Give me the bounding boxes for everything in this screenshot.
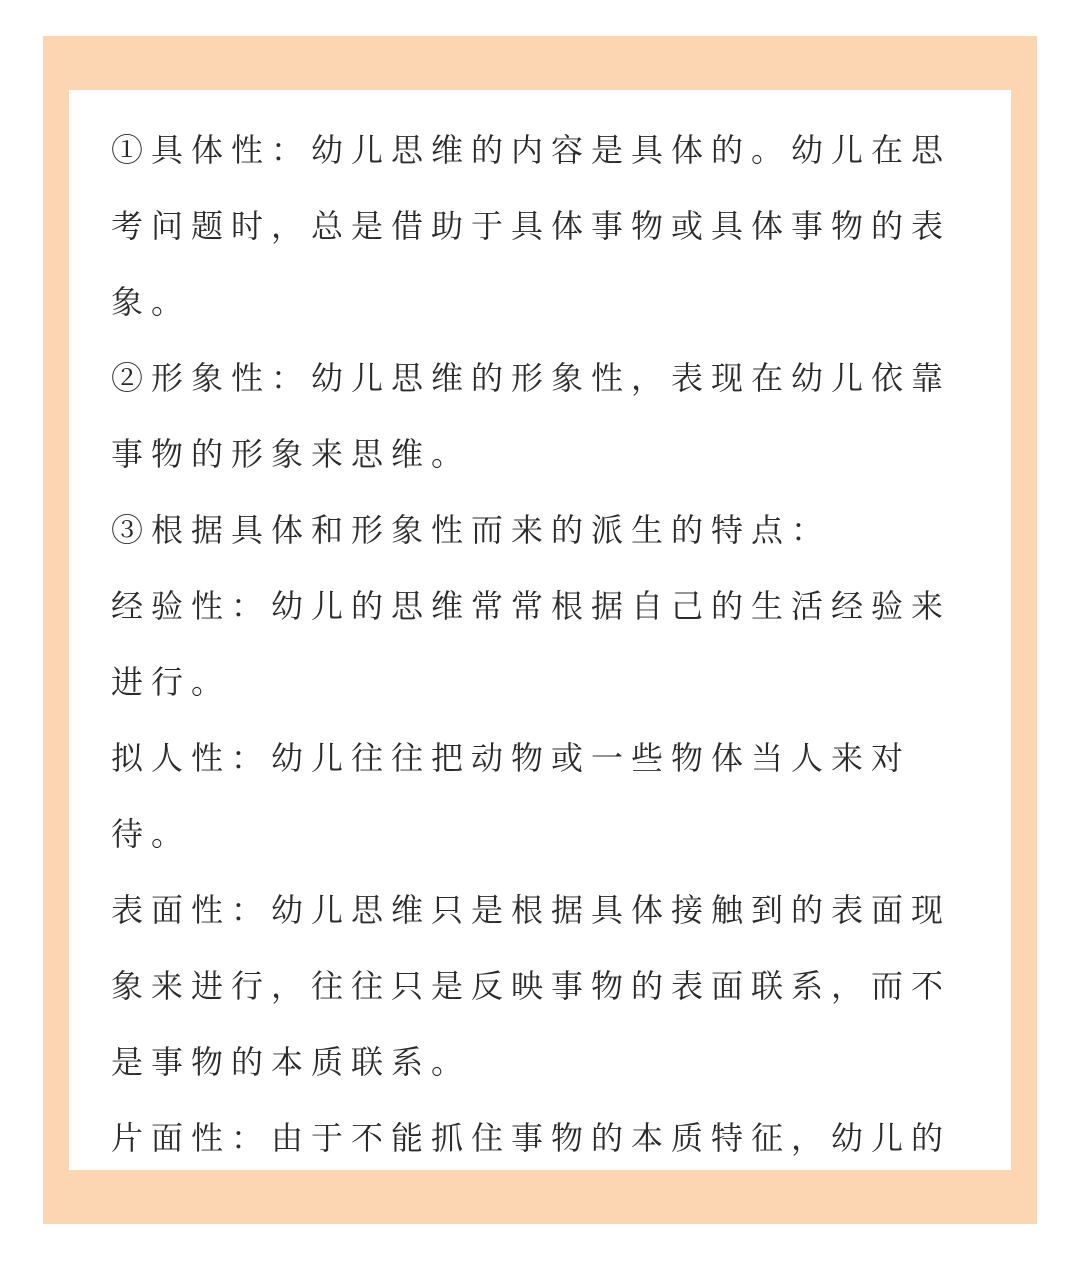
paragraph-experience: 经验性：幼儿的思维常常根据自己的生活经验来进行。: [111, 587, 952, 701]
paragraph-derived-features: ③根据具体和形象性而来的派生的特点：: [111, 511, 832, 549]
paragraph-concreteness: ①具体性：幼儿思维的内容是具体的。幼儿在思考问题时，总是借助于具体事物或具体事物的表象。: [111, 131, 952, 321]
paragraph-anthropomorphism: 拟人性：幼儿往往把动物或一些物体当人来对待。: [111, 739, 912, 853]
paragraph-one-sidedness: 片面性：由于不能抓住事物的本质特征，幼儿的: [111, 1119, 952, 1157]
paragraph-imagery: ②形象性：幼儿思维的形象性，表现在幼儿依靠事物的形象来思维。: [111, 359, 952, 473]
text-content: [111, 112, 971, 1170]
paragraph-superficiality: 表面性：幼儿思维只是根据具体接触到的表面现象来进行，往往只是反映事物的表面联系，而不是事物的本质联系。: [111, 891, 952, 1081]
text-card: [69, 90, 1011, 1170]
